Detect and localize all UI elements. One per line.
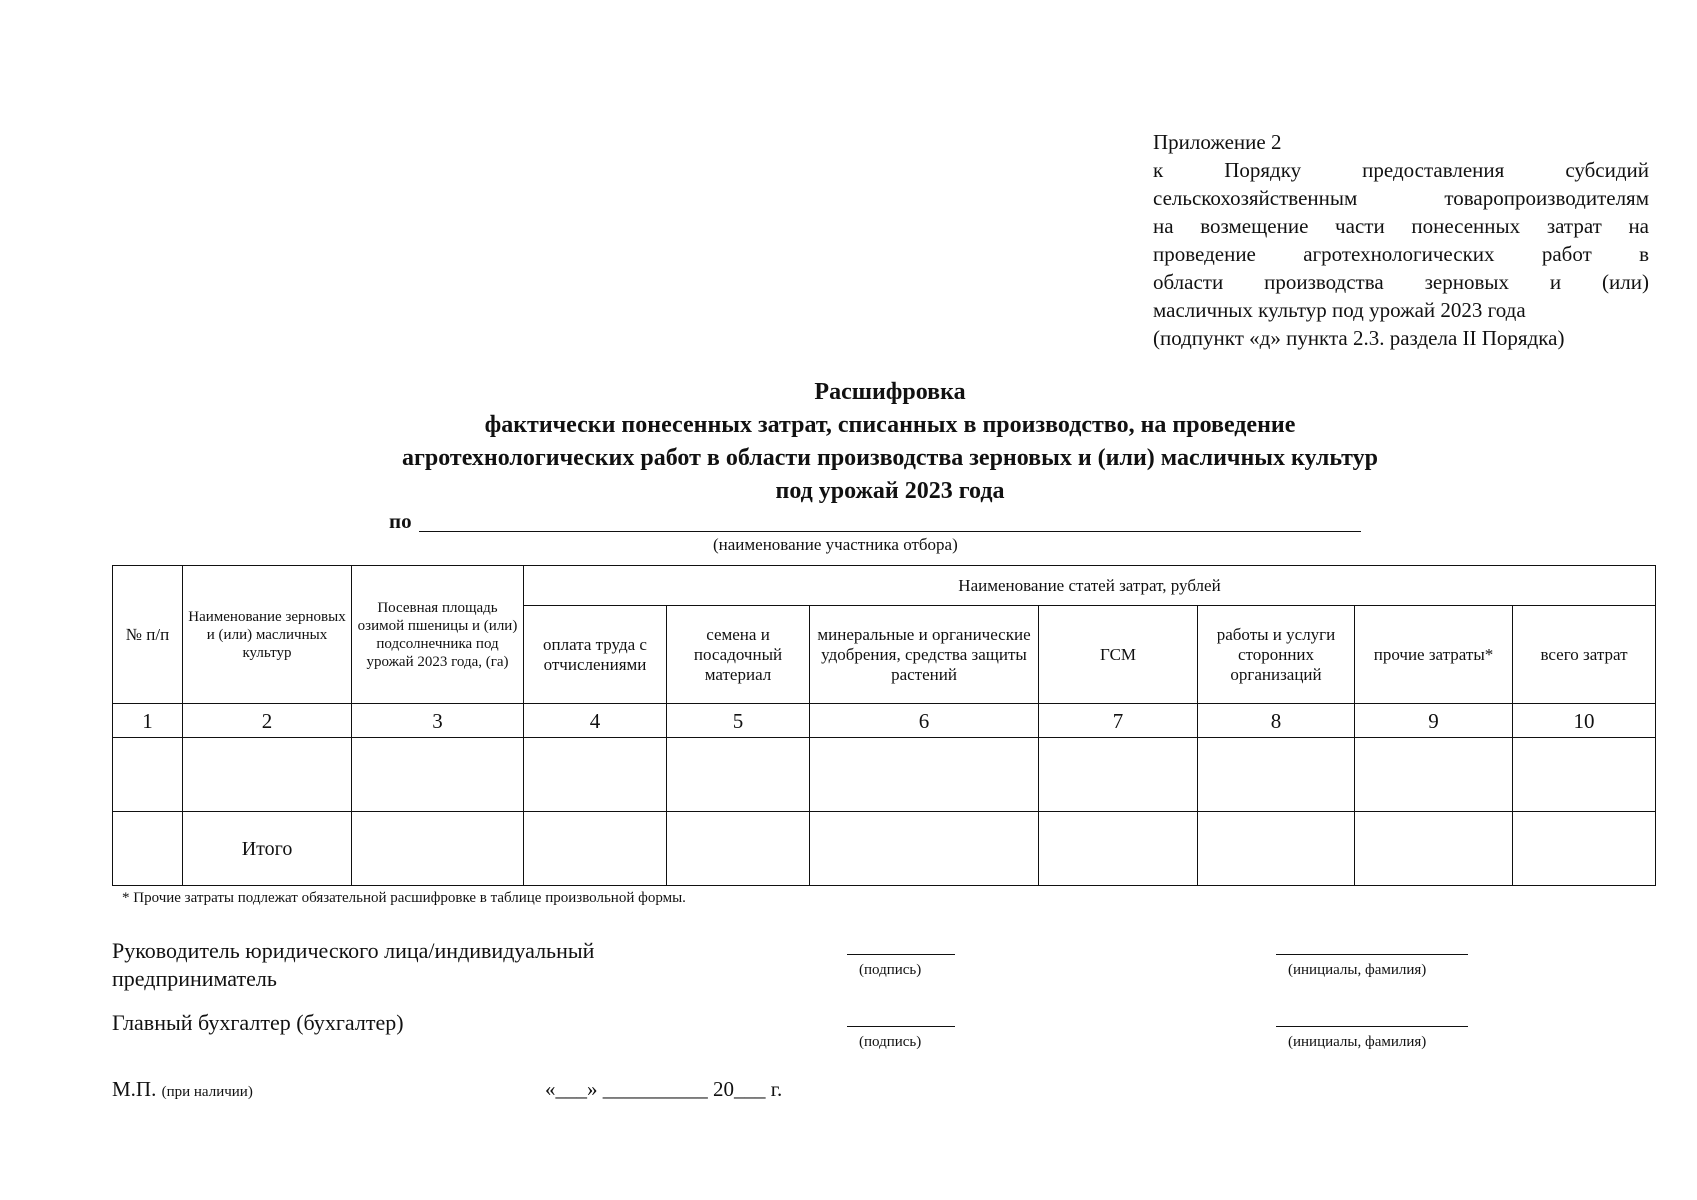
table-cell[interactable] — [1355, 738, 1513, 812]
head-name-caption: (инициалы, фамилия) — [1288, 962, 1427, 978]
column-number: 7 — [1039, 704, 1198, 738]
table-cell[interactable] — [1355, 812, 1513, 886]
table-cell[interactable] — [1039, 812, 1198, 886]
header-cell-number: № п/п — [113, 566, 183, 704]
title-line: Расшифровка — [814, 379, 966, 405]
head-signature-caption: (подпись) — [859, 962, 922, 978]
costs-table — [112, 565, 1656, 886]
header-cell-sown-area: Посевная площадь озимой пшеницы и (или) подсолнечника под урожай 2023 года, (га) — [352, 566, 524, 704]
column-number: 4 — [524, 704, 667, 738]
head-title: Руководитель юридического лица/индивидуальный предприниматель — [112, 938, 595, 991]
document-title — [0, 376, 1697, 508]
table-cell[interactable] — [1198, 738, 1355, 812]
column-number: 1 — [113, 704, 183, 738]
header-cell-cost-items: Наименование статей затрат, рублей — [524, 566, 1656, 606]
participant-caption: (наименование участника отбора) — [713, 535, 958, 554]
header-cell-total: всего затрат — [1513, 606, 1656, 704]
appendix-block — [1153, 128, 1649, 352]
total-row — [113, 812, 1656, 886]
title-line: агротехнологических работ в области производства зерновых и (или) масличных культур — [402, 445, 1378, 471]
stamp-label: М.П. — [112, 1077, 157, 1101]
header-cell-other: прочие затраты* — [1355, 606, 1513, 704]
appendix-title: Приложение 2 — [1153, 130, 1282, 154]
appendix-line: сельскохозяйственным товаропроизводителям — [1153, 186, 1649, 210]
header-cell-seeds: семена и посадочный материал — [667, 606, 810, 704]
column-number: 8 — [1198, 704, 1355, 738]
appendix-line: масличных культур под урожай 2023 года — [1153, 298, 1526, 322]
table-cell[interactable] — [1039, 738, 1198, 812]
title-line: под урожай 2023 года — [775, 478, 1005, 504]
table-cell[interactable] — [1513, 738, 1656, 812]
accountant-name-field[interactable] — [1276, 1026, 1468, 1027]
accountant-title: Главный бухгалтер (бухгалтер) — [112, 1010, 404, 1035]
head-signature-field[interactable] — [847, 954, 955, 955]
header-cell-fuel: ГСМ — [1039, 606, 1198, 704]
appendix-line: на возмещение части понесенных затрат на — [1153, 214, 1649, 238]
header-cell-crop-name: Наименование зерновых и (или) масличных культур — [183, 566, 352, 704]
table-cell[interactable] — [524, 738, 667, 812]
header-cell-services: работы и услуги сторонних организаций — [1198, 606, 1355, 704]
column-number: 9 — [1355, 704, 1513, 738]
date-field[interactable]: «___» __________ 20___ г. — [545, 1077, 783, 1101]
participant-prefix: по — [389, 509, 412, 533]
column-number: 3 — [352, 704, 524, 738]
column-number: 5 — [667, 704, 810, 738]
footnote: * Прочие затраты подлежат обязательной расшифровке в таблице произвольной формы. — [122, 890, 686, 906]
table-row — [113, 738, 1656, 812]
table-cell[interactable] — [1513, 812, 1656, 886]
table-cell[interactable] — [113, 738, 183, 812]
table-cell[interactable] — [810, 738, 1039, 812]
column-number: 6 — [810, 704, 1039, 738]
column-number: 2 — [183, 704, 352, 738]
stamp-note: (при наличии) — [161, 1084, 253, 1100]
table-cell[interactable] — [810, 812, 1039, 886]
title-line: фактически понесенных затрат, списанных в производство, на проведение — [484, 412, 1296, 438]
appendix-line: к Порядку предоставления субсидий — [1153, 158, 1649, 182]
appendix-line: проведение агротехнологических работ в — [1153, 242, 1649, 266]
participant-name-field[interactable] — [419, 531, 1361, 532]
stamp-place — [112, 1077, 253, 1102]
table-cell[interactable] — [352, 738, 524, 812]
table-cell[interactable] — [183, 738, 352, 812]
table-cell[interactable] — [1198, 812, 1355, 886]
table-cell[interactable] — [667, 738, 810, 812]
head-name-field[interactable] — [1276, 954, 1468, 955]
appendix-line: (подпункт «д» пункта 2.3. раздела II Порядка) — [1153, 326, 1565, 350]
column-number: 10 — [1513, 704, 1656, 738]
table-cell[interactable] — [352, 812, 524, 886]
header-cell-labor: оплата труда с отчислениями — [524, 606, 667, 704]
table-cell[interactable] — [667, 812, 810, 886]
table-cell[interactable] — [113, 812, 183, 886]
accountant-signature-field[interactable] — [847, 1026, 955, 1027]
header-cell-fertilizers: минеральные и органические удобрения, средства защиты растений — [810, 606, 1039, 704]
accountant-name-caption: (инициалы, фамилия) — [1288, 1034, 1427, 1050]
appendix-line: области производства зерновых и (или) — [1153, 270, 1649, 294]
accountant-signature-caption: (подпись) — [859, 1034, 922, 1050]
table-cell[interactable] — [524, 812, 667, 886]
total-label: Итого — [183, 812, 352, 886]
